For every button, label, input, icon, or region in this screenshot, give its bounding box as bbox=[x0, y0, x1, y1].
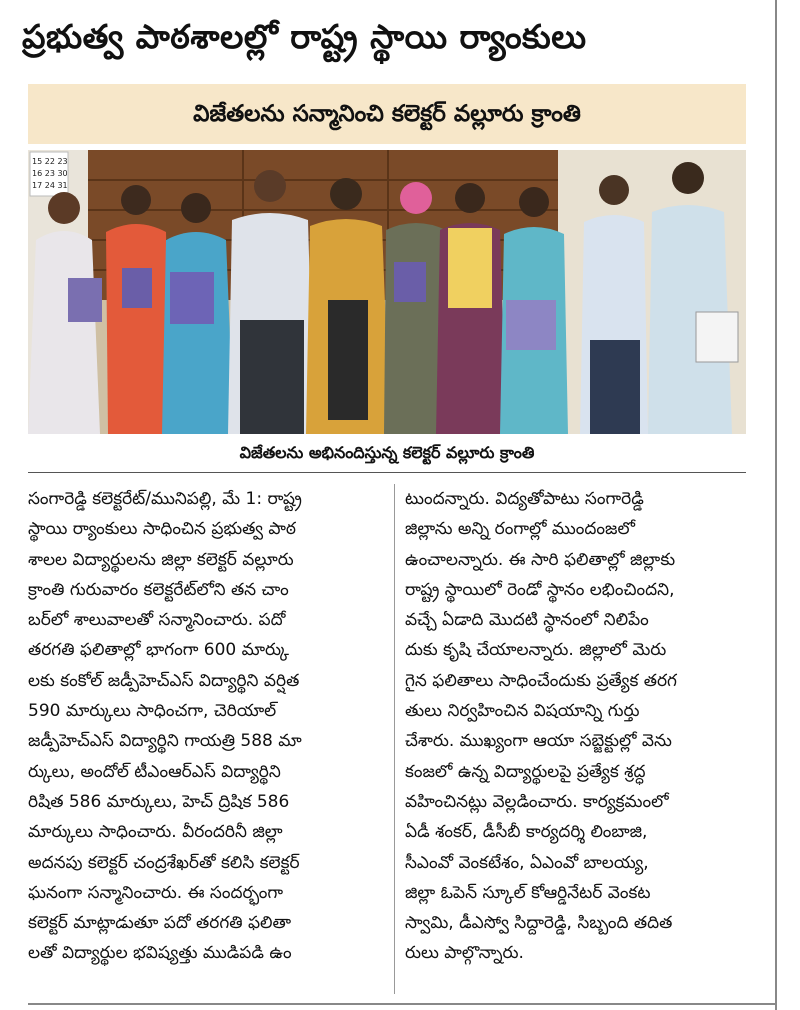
body-line: ఉంచాలన్నారు. ఈ సారి ఫలితాల్లో జిల్లాకు bbox=[405, 549, 676, 570]
body-line: తులు నిర్వహించిన విషయాన్ని గుర్తు bbox=[405, 701, 640, 722]
body-line: జిల్లా ఓపెన్ స్కూల్ కోఆర్డినేటర్ వెంకట bbox=[405, 882, 651, 903]
body-line: రాష్ట్ర స్థాయిలో రెండో స్థానం లభించిందని, bbox=[405, 579, 675, 600]
body-line: మార్కులు సాధించారు. వీరందరినీ జిల్లా bbox=[28, 822, 283, 843]
body-line: తరగతి ఫలితాల్లో భాగంగా 600 మార్కు bbox=[28, 640, 289, 661]
body-line: టుందన్నారు. విద్యతోపాటు సంగారెడ్డి bbox=[405, 489, 644, 509]
body-column-right bbox=[405, 484, 750, 996]
body-line: వచ్చే ఏడాది మొదటి స్థానంలో నిలిపేం bbox=[405, 610, 649, 631]
photo-caption-bar bbox=[28, 434, 746, 473]
event-photo bbox=[28, 150, 746, 434]
body-line: కలెక్టర్ మాట్లాడుతూ పదో తరగతి ఫలితా bbox=[28, 913, 292, 934]
column-divider bbox=[394, 484, 395, 994]
frame-border-bottom bbox=[28, 1003, 775, 1005]
body-line: జిల్లాను అన్ని రంగాల్లో ముందంజలో bbox=[405, 519, 635, 540]
body-line: లకు కంకోల్ జడ్పీహెచ్ఎస్ విద్యార్థిని వర్షిత bbox=[28, 670, 300, 691]
subheadline: విజేతలను సన్మానించి కలెక్టర్ వల్లూరు క్రాంతి bbox=[193, 101, 581, 127]
body-line: స్వామి, డీఎస్వో సిద్దారెడ్డి, సిబ్బంది తదిత bbox=[405, 913, 673, 934]
body-line: స్థాయి ర్యాంకులు సాధించిన ప్రభుత్వ పాఠ bbox=[28, 519, 297, 540]
photo-caption: విజేతలను అభినందిస్తున్న కలెక్టర్ వల్లూరు క్రాంతి bbox=[239, 443, 535, 462]
calendar-row-1: 15 22 23 bbox=[32, 157, 68, 166]
body-line: క్రాంతి గురువారం కలెక్టరేట్‌లోని తన చాం bbox=[28, 579, 289, 600]
body-line: చేశారు. ముఖ్యంగా ఆయా సబ్జెక్టుల్లో వెను bbox=[405, 731, 672, 752]
frame-border-right bbox=[775, 0, 777, 1010]
body-line: కంజలో ఉన్న విద్యార్థులపై ప్రత్యేక శ్రద్ధ bbox=[405, 761, 646, 782]
body-line: వహించినట్లు వెల్లడించారు. కార్యక్రమంలో bbox=[405, 791, 669, 812]
calendar-row-3: 17 24 31 bbox=[32, 181, 68, 190]
body-line: దుకు కృషి చేయాలన్నారు. జిల్లాలో మెరు bbox=[405, 640, 667, 661]
headline: ప్రభుత్వ పాఠశాలల్లో రాష్ట్ర స్థాయి ర్యాంకులు bbox=[22, 17, 587, 56]
body-line: సీఎంవో వెంకటేశం, ఏఎంవో బాలయ్య, bbox=[405, 852, 649, 873]
body-line: శాలల విద్యార్థులను జిల్లా కలెక్టర్ వల్లూరు bbox=[28, 549, 294, 570]
body-line: బర్‌లో శాలువాలతో సన్మానించారు. పదో bbox=[28, 610, 286, 631]
body-line: 590 మార్కులు సాధించగా, చెరియాల్ bbox=[28, 701, 277, 722]
calendar-row-2: 16 23 30 bbox=[32, 169, 68, 178]
body-line: ర్కులు, అందోల్ టీఎంఆర్ఎస్ విద్యార్థిని bbox=[28, 761, 281, 782]
event-photo-illustration bbox=[28, 150, 746, 434]
body-line: లతో విద్యార్థుల భవిష్యత్తు ముడిపడి ఉం bbox=[28, 943, 292, 964]
body-line: జడ్పీహెచ్ఎస్ విద్యార్థిని గాయత్రి 588 మా bbox=[28, 731, 302, 752]
body-line: రిషిత 586 మార్కులు, హెచ్ ద్రిషిక 586 bbox=[28, 791, 290, 812]
body-line: ఘనంగా సన్మానించారు. ఈ సందర్భంగా bbox=[28, 882, 284, 903]
body-line: ఏడీ శంకర్, డీసీబీ కార్యదర్శి లింబాజి, bbox=[405, 822, 648, 843]
body-line: సంగారెడ్డి కలెక్టరేట్/మునిపల్లి, మే 1: రాష్ట్ర bbox=[28, 489, 302, 509]
subheadline-band bbox=[28, 84, 746, 144]
body-line: గైన ఫలితాలు సాధించేందుకు ప్రత్యేక తరగ bbox=[405, 670, 677, 691]
body-line: అదనపు కలెక్టర్ చంద్రశేఖర్‌తో కలిసి కలెక్టర్ bbox=[28, 852, 300, 873]
body-line: రులు పాల్గొన్నారు. bbox=[405, 943, 524, 964]
body-column-left bbox=[28, 484, 384, 996]
